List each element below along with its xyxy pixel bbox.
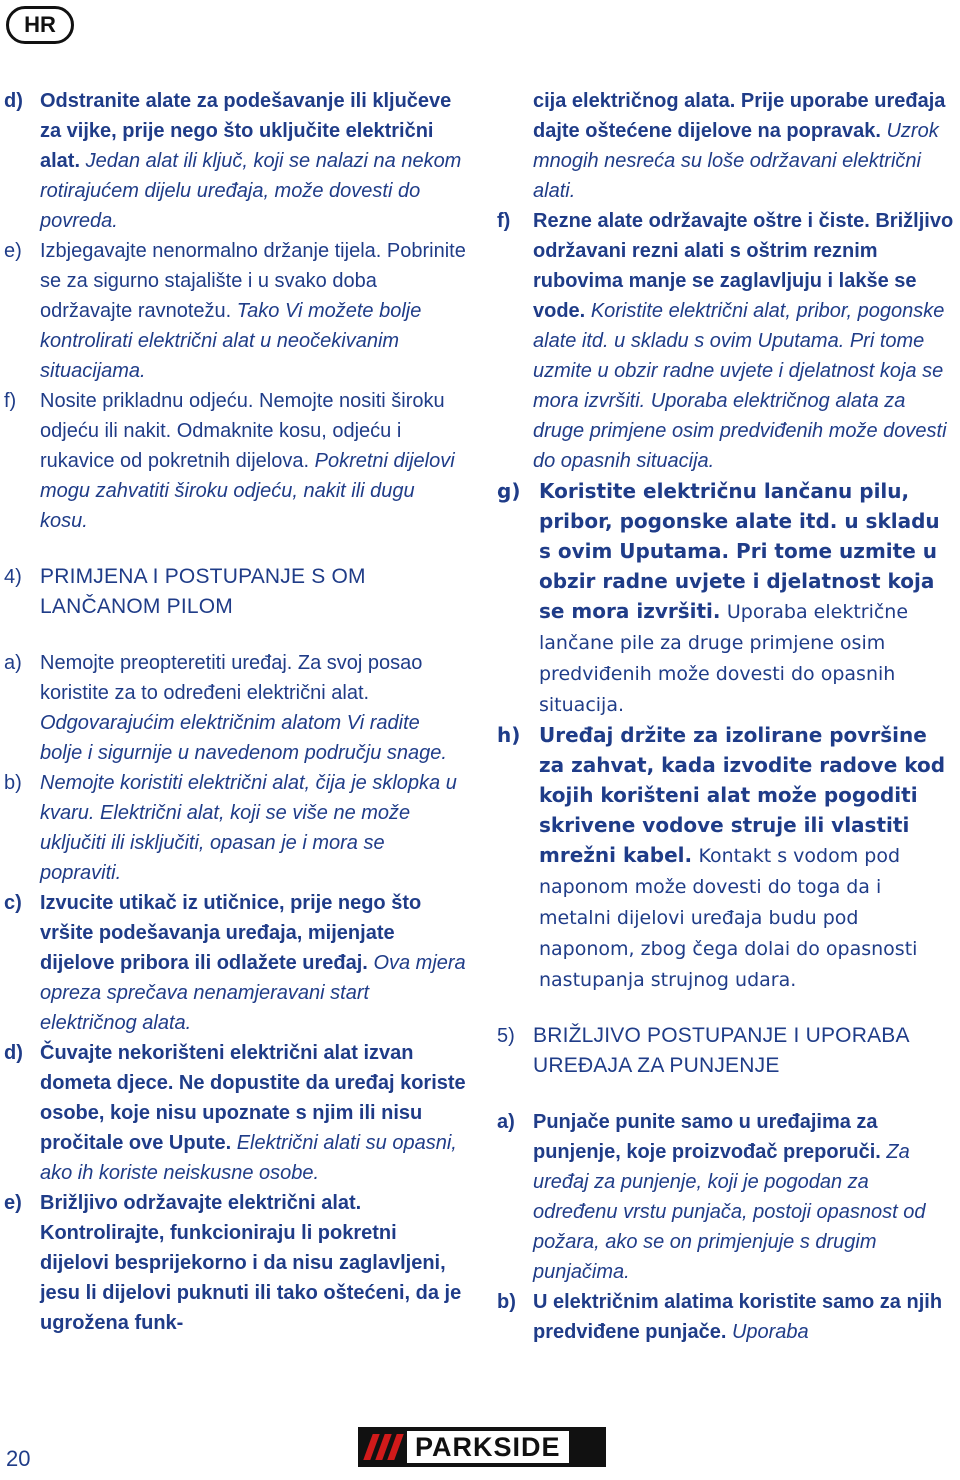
section-heading-5 [497, 1021, 957, 1081]
item-bold-text: cija električnog alata. Prije uporabe uređaja dajte oštećene dijelove na popravak. [533, 90, 946, 142]
item-text [533, 206, 957, 476]
item-label: a) [4, 652, 22, 674]
list-item-a [4, 648, 466, 768]
item-text [40, 888, 466, 1038]
list-item-c [4, 888, 466, 1038]
item-label: g) [497, 479, 521, 503]
item-italic-text: Nemojte koristiti električni alat, čija je sklopka u kvaru. [40, 772, 457, 824]
item-label: b) [4, 772, 22, 794]
list-item-a2 [497, 1107, 957, 1287]
item-text [533, 86, 957, 206]
logo-stripes-icon [358, 1427, 399, 1467]
item-italic-text: Pokretni dijelovi mogu zahvatiti široku odjeću, nakit ili dugu kosu. [40, 450, 455, 532]
item-normal-text: Uporaba električne lančane pile za druge primjene osim predviđenih može dovesti do opasnih situacija. [539, 601, 909, 716]
item-bold-text: Uređaj držite za izolirane površine za zahvat, kada izvodite radove kod kojih korišteni alat može pogoditi skrivene vodove struje ili vlastiti mrežni kabel. [539, 723, 946, 867]
language-badge: HR [6, 6, 74, 44]
item-text [40, 1038, 466, 1188]
list-item-d1 [4, 86, 466, 236]
list-item-d2 [4, 1038, 466, 1188]
right-column [497, 86, 957, 1347]
logo-wordmark: PARKSIDE [407, 1431, 569, 1463]
item-italic-text: Jedan alat ili ključ, koji se nalazi na nekom rotirajućem dijelu uređaja, može dovesti do povreda. [40, 150, 462, 232]
list-item-e1 [4, 236, 466, 386]
list-item-continuation [497, 86, 957, 206]
list-item-b [4, 768, 466, 888]
item-italic-text: Za uređaj za punjenje, koji je pogodan za određenu vrstu punjača, postoji opasnost od požara, ako se on primjenjuje s drugim punjačima. [533, 1141, 926, 1283]
item-italic-text: Tako Vi možete bolje kontrolirati električni alat u neočekivanim situacijama. [40, 300, 422, 382]
list-item-e2 [4, 1188, 466, 1338]
item-text [533, 1107, 957, 1287]
item-normal-text: Kontakt s vodom pod naponom može dovesti do toga da i metalni dijelovi uređaja budu pod naponom, zbog čega dolai do opasnosti nastupanja strujnog udara. [539, 845, 918, 991]
item-text [40, 768, 466, 888]
section-heading-4 [4, 562, 466, 622]
item-text [40, 648, 466, 768]
item-text [533, 1287, 957, 1347]
section-title: BRIŽLJIVO POSTUPANJE I UPORABA UREĐAJA ZA PUNJENJE [533, 1024, 909, 1077]
item-italic-text: Ova mjera opreza sprečava nenamjeravani start električnog alata. [40, 952, 466, 1034]
list-item-b2 [497, 1287, 957, 1347]
item-label: c) [4, 892, 22, 914]
item-italic-text: Koristite električni alat, pribor, pogonske alate itd. u skladu s ovim Uputama. Pri tome uzmite u obzir radne uvjete i djelatnost koja se mora izvršiti. Uporaba električnog alata za druge primjene osim predviđenih može dovesti do opasnih situacija. [533, 300, 947, 472]
section-number: 5) [497, 1025, 515, 1047]
parkside-logo [358, 1427, 606, 1467]
item-normal-text: Nosite prikladnu odjeću. Nemojte nositi široku odjeću ili nakit. Odmaknite kosu, odjeću i rukavice od pokretnih dijelova. [40, 390, 445, 472]
item-italic-text: Uzrok mnogih nesreća su loše održavani električni alati. [533, 120, 939, 202]
item-label: b) [497, 1291, 516, 1313]
item-text [539, 720, 957, 995]
item-label: f) [4, 390, 17, 412]
item-label: h) [497, 723, 521, 747]
item-italic-text: Uporaba [731, 1321, 809, 1343]
item-label: e) [4, 1192, 22, 1214]
item-text [40, 236, 466, 386]
item-bold-text: Čuvajte nekorišteni električni alat izvan dometa djece. Ne dopustite da uređaj koriste osobe, koje nisu upoznate s njim ili nisu pročitale ove Upute. [40, 1042, 466, 1154]
item-bold-text: Izvucite utikač iz utičnice, prije nego što vršite podešavanja uređaja, mijenjate dijelove pribora ili odlažete uređaj. [40, 892, 422, 974]
item-label: f) [497, 210, 511, 232]
section-title: PRIMJENA I POSTUPANJE S OM LANČANOM PILOM [40, 565, 366, 618]
item-label-spacer [497, 86, 533, 206]
list-item-f1 [4, 386, 466, 536]
item-normal-text: Nemojte preopteretiti uređaj. Za svoj posao koristite za to određeni električni alat. [40, 652, 423, 704]
item-bold-text: Punjače punite samo u uređajima za punjenje, koje proizvođač preporuči. [533, 1111, 881, 1163]
item-italic-text: Električni alati su opasni, ako ih koriste neiskusne osobe. [40, 1132, 457, 1184]
item-label: e) [4, 240, 22, 262]
item-label: d) [4, 90, 23, 112]
item-text [40, 86, 466, 236]
item-bold-text: Brižljivo održavajte električni alat. Kontrolirajte, funkcioniraju li pokretni dijelovi besprijekorno i da nisu zaglavljeni, jesu li dijelovi puknuti ili tako oštećeni, da je ugrožena funk- [40, 1192, 462, 1334]
item-label: d) [4, 1042, 23, 1064]
item-normal-text: Izbjegavajte nenormalno držanje tijela. Pobrinite se za sigurno stajalište i u svako doba održavajte ravnotežu. [40, 240, 466, 322]
item-italic-text: Odgovarajućim električnim alatom Vi radite bolje i sigurnije u navedenom području snage. [40, 712, 447, 764]
item-bold-text: U električnim alatima koristite samo za njih predviđene punjače. [533, 1291, 943, 1343]
item-bold-text: Rezne alate održavajte oštre i čiste. Brižljivo održavani rezni alati s oštrim reznim rubovima manje se zaglavljuju i lakše se vode. [533, 210, 954, 322]
item-text [40, 386, 466, 536]
list-item-g [497, 476, 957, 720]
left-column [4, 86, 466, 1338]
item-italic-text: Električni alat, koji se više ne može uključiti ili isključiti, opasan je i mora se popraviti. [40, 802, 411, 884]
item-bold-text: Koristite električnu lančanu pilu, pribor, pogonske alate itd. u skladu s ovim Uputama. Pri tome uzmite u obzir radne uvjete i djelatnost koja se mora izvršiti. [539, 479, 940, 623]
list-item-h [497, 720, 957, 995]
item-label: a) [497, 1111, 515, 1133]
item-text [539, 476, 957, 720]
item-bold-text: Odstranite alate za podešavanje ili ključeve za vijke, prije nego što uključite električni alat. [40, 90, 452, 172]
page-number: 20 [6, 1446, 31, 1471]
item-text [40, 1188, 466, 1338]
section-number: 4) [4, 566, 22, 588]
list-item-f2 [497, 206, 957, 476]
